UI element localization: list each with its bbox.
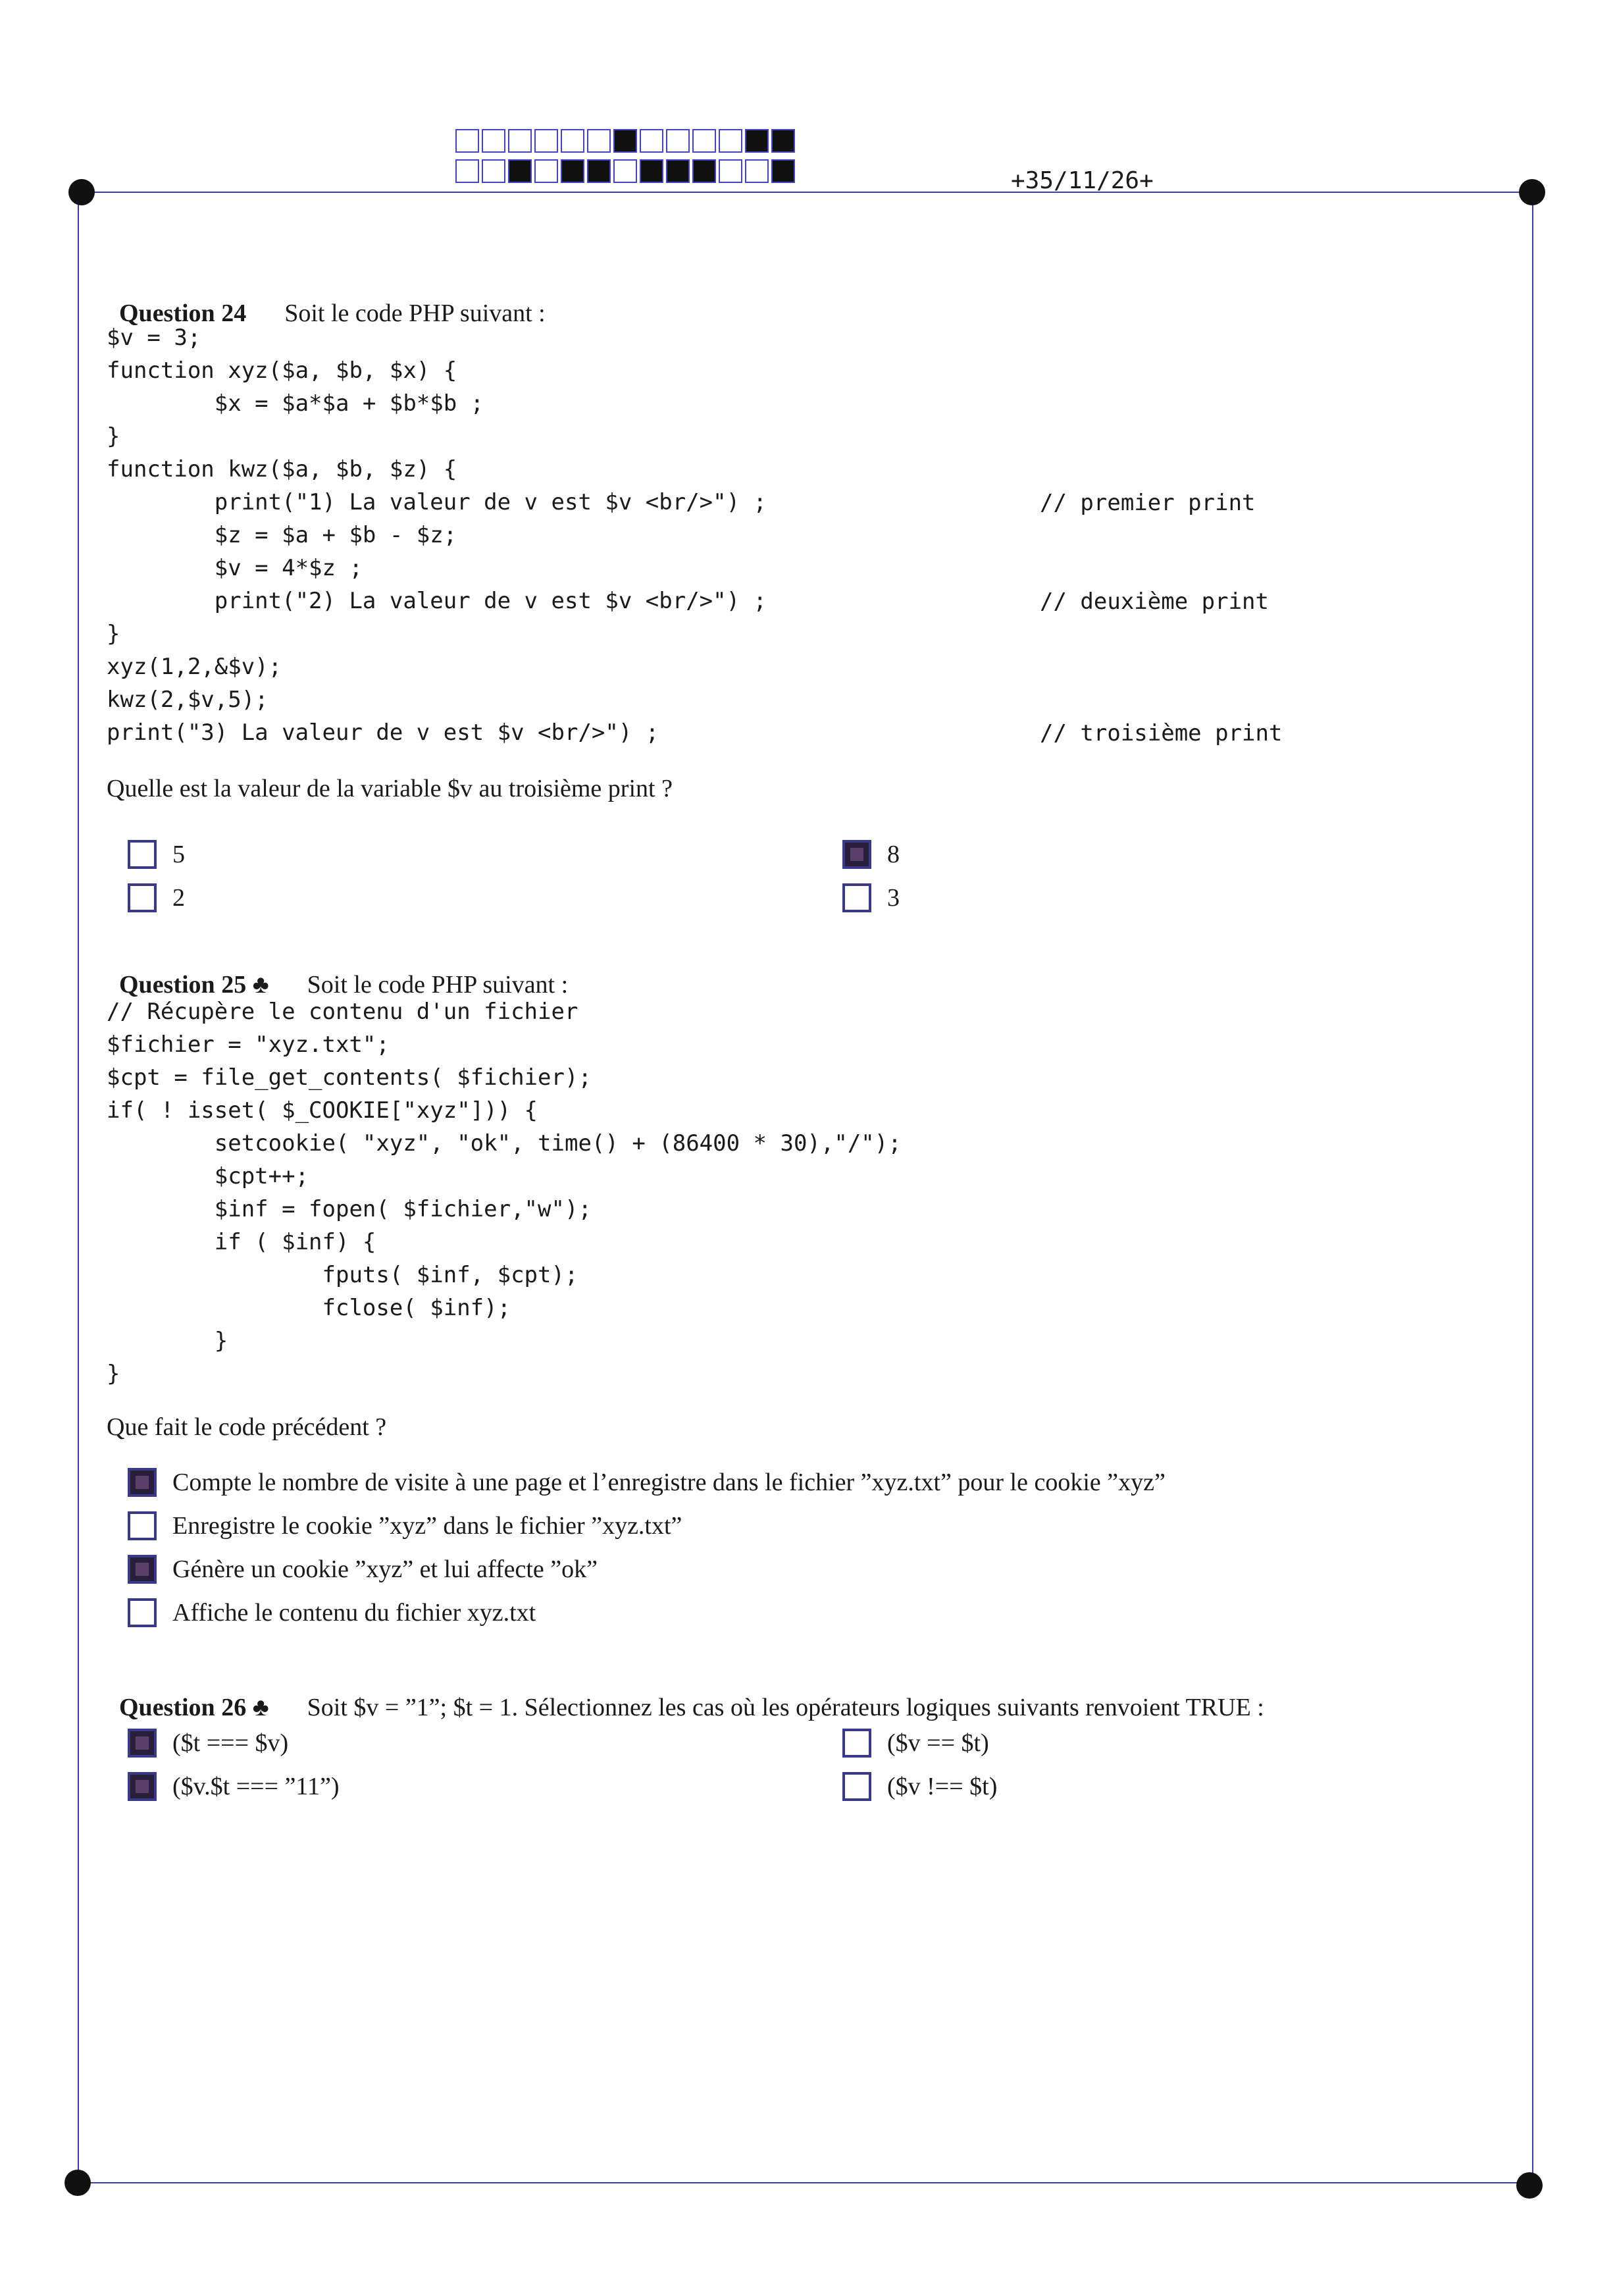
barcode-cell [587,129,611,153]
answer-label: 8 [887,841,900,868]
answer-option[interactable] [128,840,185,869]
comment-premier-print: // premier print [1040,490,1256,516]
barcode-cell [745,129,769,153]
code-line: if ( $inf) { [107,1229,376,1255]
code-line: xyz(1,2,&$v); [107,654,282,680]
code-line: $x = $a*$a + $b*$b ; [107,390,484,417]
code-line: if( ! isset( $_COOKIE["xyz"])) { [107,1097,538,1124]
answer-option[interactable] [842,840,900,869]
frame-right-line [1532,192,1533,2183]
barcode-cell [692,159,716,183]
comment-deuxieme-print: // deuxième print [1040,588,1269,615]
answer-option[interactable] [842,1729,989,1758]
answer-option[interactable] [128,1468,1166,1497]
barcode-cell [640,159,663,183]
page-barcode [455,129,798,190]
question-prompt: Soit $v = ”1”; $t = 1. Sélectionnez les cas où les opérateurs logiques suivants renvoient TRUE : [307,1694,1264,1721]
frame-bottom-line [78,2182,1532,2183]
checkbox[interactable] [128,1511,157,1540]
checkbox[interactable] [842,1729,871,1758]
answer-option[interactable] [128,1772,340,1801]
question-26-header [107,1664,1264,1722]
answer-label: Enregistre le cookie ”xyz” dans le fichier ”xyz.txt” [172,1512,682,1540]
corner-mark-top-left [68,179,95,205]
code-line: $z = $a + $b - $z; [107,522,457,548]
checkbox[interactable] [842,840,871,869]
barcode-cell [719,159,742,183]
barcode-cell [613,129,637,153]
corner-mark-bottom-right [1516,2172,1543,2199]
code-line: // Récupère le contenu d'un fichier [107,999,578,1025]
barcode-cell [455,159,479,183]
checkbox[interactable] [842,1772,871,1801]
barcode-cell [640,129,663,153]
answer-option[interactable] [842,1772,997,1801]
checkbox[interactable] [128,840,157,869]
barcode-cell [455,129,479,153]
code-line: print("2) La valeur de v est $v <br/>") ; [107,588,767,614]
answer-label: Compte le nombre de visite à une page et l’enregistre dans le fichier ”xyz.txt” pour le cookie ”xyz” [172,1469,1166,1496]
checkbox[interactable] [128,1729,157,1758]
question-prompt: Soit le code PHP suivant : [307,971,569,999]
answer-option[interactable] [128,1598,536,1627]
checkbox[interactable] [128,1772,157,1801]
frame-top-line [84,192,1535,193]
code-line: $v = 4*$z ; [107,555,363,581]
question-25-text: Que fait le code précédent ? [107,1413,387,1441]
code-block-q25 [107,995,902,1390]
code-line: fclose( $inf); [107,1295,511,1321]
code-line: } [107,621,120,647]
answer-label: Génère un cookie ”xyz” et lui affecte ”ok” [172,1555,598,1583]
question-24-header [107,270,546,328]
answer-label: ($t === $v) [172,1729,289,1757]
question-label: Question 24 [119,300,247,327]
answer-label: ($v !== $t) [887,1773,998,1800]
page-id: +35/11/26+ [1011,167,1154,194]
code-block-q24 [107,321,767,749]
code-line: print("1) La valeur de v est $v <br/>") ; [107,489,767,515]
answer-option[interactable] [128,883,185,912]
code-line: kwz(2,$v,5); [107,687,269,713]
checkbox[interactable] [128,1598,157,1627]
code-line: print("3) La valeur de v est $v <br/>") ; [107,719,659,746]
code-line: setcookie( "xyz", "ok", time() + (86400 * 30),"/"); [107,1130,902,1157]
barcode-cell [482,129,505,153]
answer-option[interactable] [842,883,900,912]
answer-label: 2 [172,884,185,912]
question-label: Question 26 ♣ [119,1694,269,1721]
checkbox[interactable] [128,883,157,912]
barcode-cell [534,159,558,183]
barcode-cell [692,129,716,153]
checkbox[interactable] [842,883,871,912]
code-line: function xyz($a, $b, $x) { [107,357,457,384]
code-line: } [107,423,120,450]
barcode-cell [561,159,584,183]
answer-option[interactable] [128,1511,682,1540]
barcode-row [455,129,798,154]
checkbox[interactable] [128,1555,157,1584]
question-prompt: Soit le code PHP suivant : [284,300,546,327]
barcode-cell [508,129,532,153]
answer-label: 5 [172,841,185,868]
barcode-cell [587,159,611,183]
answer-option[interactable] [128,1555,598,1584]
corner-mark-bottom-left [64,2170,91,2196]
corner-mark-top-right [1519,179,1545,205]
barcode-cell [666,159,690,183]
code-line: $cpt++; [107,1163,309,1189]
barcode-cell [771,159,795,183]
answer-option[interactable] [128,1729,288,1758]
code-line: fputs( $inf, $cpt); [107,1262,578,1288]
question-25-header [107,941,568,999]
barcode-cell [771,129,795,153]
barcode-cell [561,129,584,153]
barcode-row [455,159,798,184]
answer-label: ($v == $t) [887,1729,989,1757]
code-line: function kwz($a, $b, $z) { [107,456,457,483]
barcode-cell [482,159,505,183]
barcode-cell [613,159,637,183]
code-line: $cpt = file_get_contents( $fichier); [107,1064,592,1091]
barcode-cell [719,129,742,153]
barcode-cell [534,129,558,153]
barcode-cell [745,159,769,183]
comment-troisieme-print: // troisième print [1040,720,1283,746]
question-label: Question 25 ♣ [119,971,269,999]
answer-label: Affiche le contenu du fichier xyz.txt [172,1599,536,1627]
code-line: } [107,1328,228,1354]
barcode-cell [666,129,690,153]
code-line: $inf = fopen( $fichier,"w"); [107,1196,592,1222]
barcode-cell [508,159,532,183]
code-line: $fichier = "xyz.txt"; [107,1031,390,1058]
question-24-text: Quelle est la valeur de la variable $v au troisième print ? [107,775,673,802]
code-line: } [107,1361,120,1387]
code-line: $v = 3; [107,325,201,351]
answer-label: 3 [887,884,900,912]
checkbox[interactable] [128,1468,157,1497]
answer-label: ($v.$t === ”11”) [172,1773,340,1800]
frame-left-line [78,192,79,2183]
